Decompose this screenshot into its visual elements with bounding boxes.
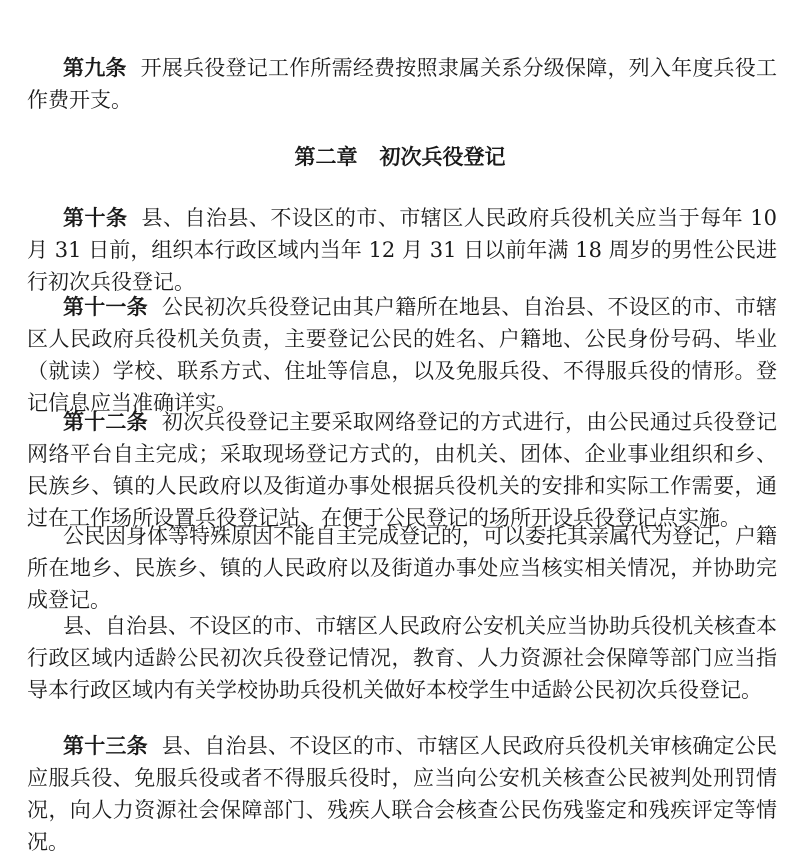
chapter-heading bbox=[0, 141, 800, 173]
article-12-paragraph-2: 公民因身体等特殊原因不能自主完成登记的，可以委托其亲属代为登记，户籍所在地乡、民族乡、镇的人民政府以及街道办事处应当核实相关情况，并协助完成登记。 bbox=[27, 524, 777, 612]
article-13 bbox=[27, 730, 777, 858]
chapter-title: 初次兵役登记 bbox=[379, 145, 506, 169]
article-12-paragraph-3: 县、自治县、不设区的市、市辖区人民政府公安机关应当协助兵役机关核查本行政区域内适龄公民初次兵役登记情况，教育、人力资源社会保障等部门应当指导本行政区域内有关学校协助兵役机关做好本校学生中适龄公民初次兵役登记。 bbox=[27, 614, 777, 702]
article-11 bbox=[27, 291, 777, 419]
article-13-text: 县、自治县、不设区的市、市辖区人民政府兵役机关审核确定公民应服兵役、免服兵役或者不得服兵役时，应当向公安机关核查公民被判处刑罚情况，向人力资源社会保障部门、残疾人联合会核查公民伤残鉴定和残疾评定等情况。 bbox=[27, 734, 777, 854]
article-12-number: 第十二条 bbox=[63, 410, 148, 434]
article-9-text: 开展兵役登记工作所需经费按照隶属关系分级保障，列入年度兵役工作费开支。 bbox=[27, 56, 777, 112]
article-12-text: 初次兵役登记主要采取网络登记的方式进行，由公民通过兵役登记网络平台自主完成；采取现场登记方式的，由机关、团体、企业事业组织和乡、民族乡、镇的人民政府以及街道办事处根据兵役机关的安排和实际工作需要，通过在工作场所设置兵役登记站、在便于公民登记的场所开设兵役登记点实施。 bbox=[27, 410, 777, 530]
article-10-number: 第十条 bbox=[63, 206, 128, 230]
article-11-text: 公民初次兵役登记由其户籍所在地县、自治县、不设区的市、市辖区人民政府兵役机关负责，主要登记公民的姓名、户籍地、公民身份号码、毕业（就读）学校、联系方式、住址等信息，以及免服兵役、不得服兵役的情形。登记信息应当准确详实。 bbox=[27, 295, 777, 415]
article-9-number: 第九条 bbox=[63, 56, 127, 80]
article-10 bbox=[27, 202, 777, 298]
article-11-number: 第十一条 bbox=[63, 295, 148, 319]
chapter-number: 第二章 bbox=[294, 145, 358, 169]
article-13-number: 第十三条 bbox=[63, 734, 148, 758]
article-12 bbox=[27, 406, 777, 534]
article-10-text: 县、自治县、不设区的市、市辖区人民政府兵役机关应当于每年 10 月 31 日前，组织本行政区域内当年 12 月 31 日以前年满 18 周岁的男性公民进行初次兵役登记。 bbox=[27, 206, 777, 294]
article-9 bbox=[27, 52, 777, 116]
